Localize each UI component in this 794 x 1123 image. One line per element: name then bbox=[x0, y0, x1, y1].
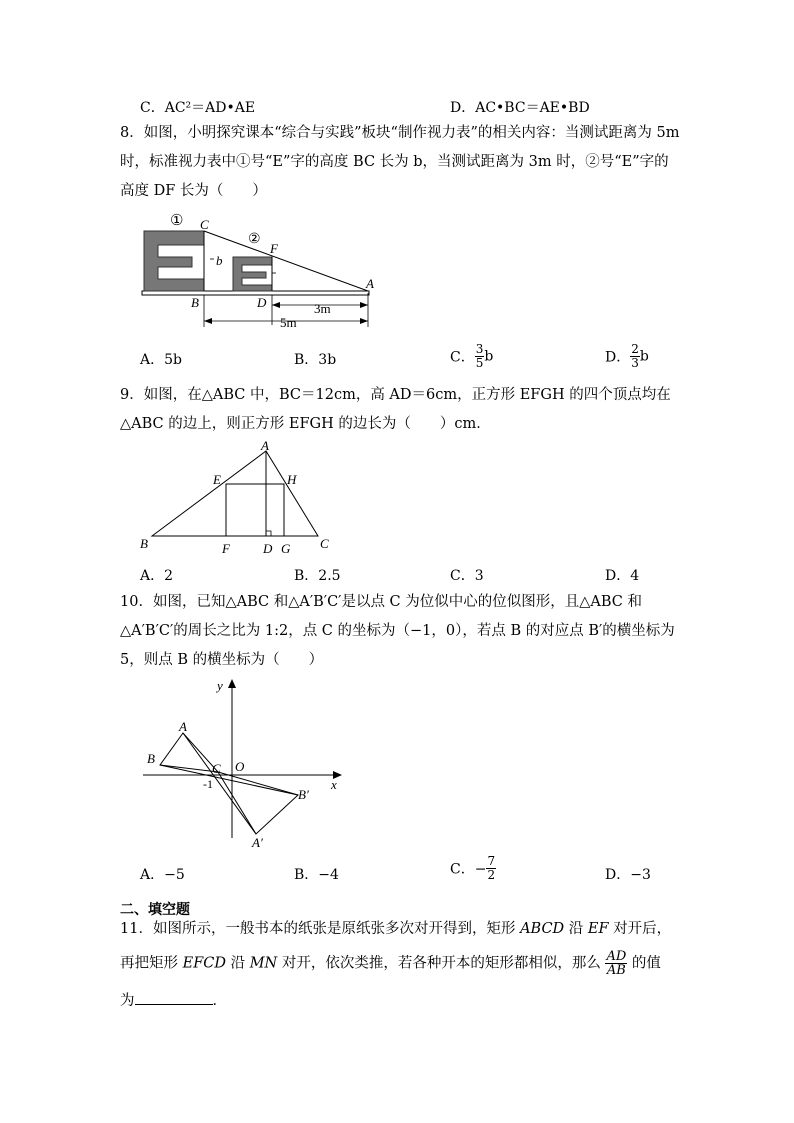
q10-triangle-abc bbox=[160, 733, 218, 772]
q8-option-b: B．3b bbox=[294, 352, 337, 368]
q8-text-line3: 高度 DF 长为（ ） bbox=[120, 183, 267, 199]
q8-label-5m: 5m bbox=[280, 315, 297, 330]
q9-square-efgh bbox=[226, 484, 284, 536]
q9-label-b: B bbox=[140, 536, 148, 551]
q10-option-d: D．−3 bbox=[605, 867, 651, 883]
q9-option-d: D．4 bbox=[605, 568, 640, 584]
q11-text-line3: 为 ． bbox=[120, 990, 227, 1011]
q9-text-line1: 9．如图，在△ABC 中，BC＝12cm，高 AD＝6cm，正方形 EFGH 的四个顶点均在 bbox=[120, 387, 671, 403]
q10-label-y: y bbox=[217, 678, 223, 693]
q8-ground-line bbox=[142, 291, 369, 295]
q10-label-a: A bbox=[179, 719, 187, 734]
q10-label-b: B bbox=[147, 751, 155, 766]
q11-text-line2: 再把矩形 EFCD 沿 MN 对开，依次类推，若各种开本的矩形都相似，那么 $\frac{AD}{AB}$ 的值 bbox=[120, 949, 661, 978]
q8-label-f: F bbox=[270, 241, 278, 256]
q10-label-bprime: B′ bbox=[298, 787, 309, 802]
q8-small-e-letter bbox=[233, 257, 272, 291]
q8-line-ca bbox=[204, 231, 368, 291]
q8-label-a: A bbox=[366, 276, 374, 291]
section-fill-blank-heading: 二、填空题 bbox=[120, 902, 190, 918]
q9-label-f: F bbox=[222, 541, 230, 556]
q8-eye-chart-figure bbox=[130, 205, 400, 340]
q9-option-a: A．2 bbox=[140, 568, 174, 584]
q10-text-line2: △A′B′C′的周长之比为 1:2，点 C 的坐标为（−1，0），若点 B 的对应点 B′的横坐标为 bbox=[120, 623, 675, 639]
q9-text-line2: △ABC 的边上，则正方形 EFGH 的边长为（ ）cm． bbox=[120, 416, 491, 432]
q8-option-d: D． $\frac{2}{3}$ b bbox=[605, 342, 649, 370]
q10-label-neg1: -1 bbox=[203, 777, 213, 791]
q8-text-line1: 8．如图，小明探究课本“综合与实践”板块“制作视力表”的相关内容：当测试距离为 5m bbox=[120, 125, 680, 141]
q11-text-line1: 11．如图所示，一般书本的纸张是原纸张多次对开得到，矩形 ABCD 沿 EF 对开后， bbox=[120, 921, 672, 937]
q7-option-d: D．AC•BC＝AE•BD bbox=[450, 100, 590, 116]
q9-label-g: G bbox=[281, 541, 291, 556]
q10-text-line3: 5，则点 B 的横坐标为（ ） bbox=[120, 652, 324, 668]
q8-label-b: B bbox=[191, 295, 199, 310]
q10-option-b: B．−4 bbox=[294, 867, 339, 883]
q9-label-h: H bbox=[287, 472, 297, 487]
q8-label-c: C bbox=[200, 217, 209, 232]
q10-option-a: A．−5 bbox=[140, 867, 185, 883]
q8-label-circle2: ② bbox=[248, 232, 261, 247]
q8-option-a: A．5b bbox=[140, 352, 182, 368]
q8-label-circle1: ① bbox=[170, 213, 184, 229]
q10-label-o: O bbox=[235, 759, 245, 774]
q9-option-b: B．2.5 bbox=[294, 568, 341, 584]
q9-label-d: D bbox=[263, 541, 273, 556]
q8-label-b-length: b bbox=[216, 253, 223, 268]
q10-label-c: C bbox=[212, 761, 221, 776]
q8-text-line2: 时，标准视力表中①号“E”字的高度 BC 长为 b，当测试距离为 3m 时，②号“E”字的 bbox=[120, 154, 669, 170]
q10-coordinate-figure bbox=[135, 675, 350, 850]
q9-triangle-abc bbox=[152, 451, 318, 536]
q10-label-aprime: A′ bbox=[252, 835, 263, 850]
q9-label-e: E bbox=[213, 472, 221, 487]
q7-option-c: C．AC²＝AD•AE bbox=[140, 100, 256, 116]
q8-big-e-letter bbox=[144, 231, 204, 291]
q8-label-3m: 3m bbox=[314, 301, 331, 316]
q9-label-c: C bbox=[320, 536, 329, 551]
q9-label-a: A bbox=[261, 438, 269, 453]
q8-option-c: C． $\frac{3}{5}$ b bbox=[450, 342, 494, 370]
q10-option-c: C．− $\frac{7}{2}$ bbox=[450, 854, 496, 882]
q9-option-c: C．3 bbox=[450, 568, 484, 584]
q9-triangle-figure bbox=[130, 438, 340, 558]
q8-label-d: D bbox=[257, 295, 267, 310]
q10-triangle-apbpcp bbox=[218, 772, 298, 834]
q11-answer-blank[interactable] bbox=[135, 990, 213, 1005]
q10-text-line1: 10．如图，已知△ABC 和△A′B′C′是以点 C 为位似中心的位似图形，且△ABC 和 bbox=[120, 594, 643, 610]
q10-label-x: x bbox=[331, 777, 337, 792]
